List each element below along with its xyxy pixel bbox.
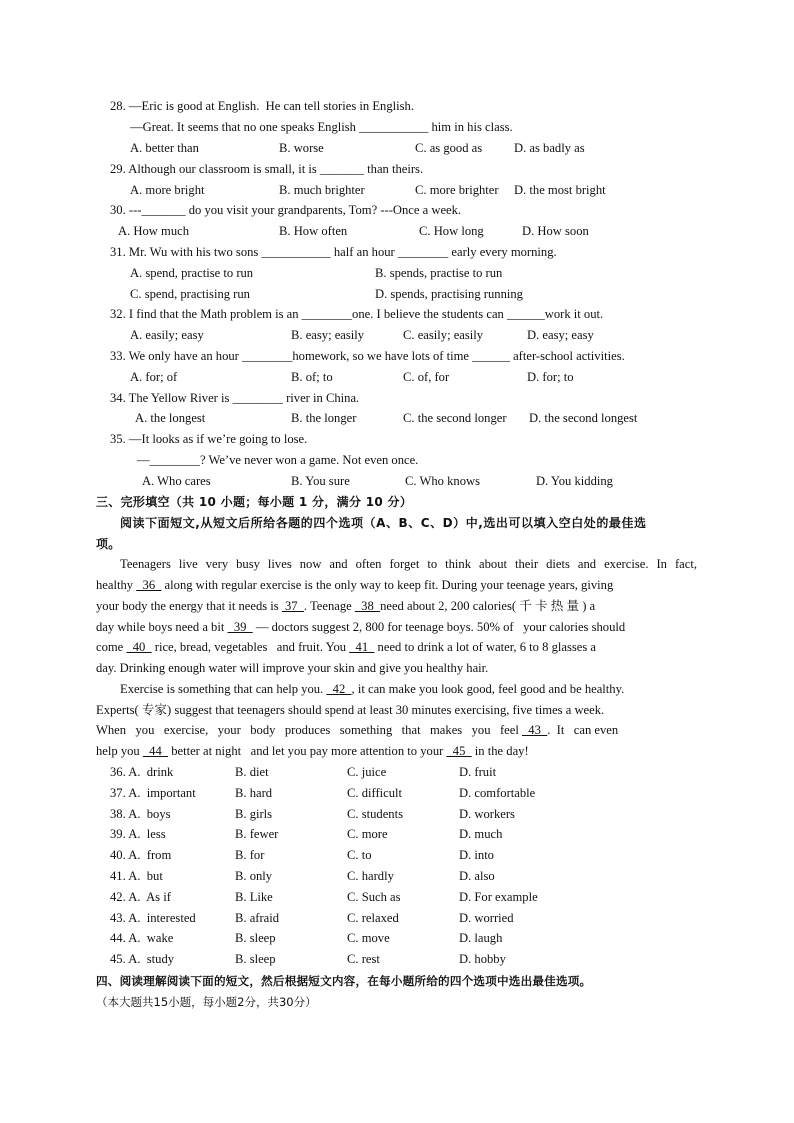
question-stem: Although our classroom is small, it is _______ than theirs. <box>128 162 424 176</box>
option-b: B. You sure <box>291 474 350 488</box>
cloze-number: 41. <box>110 869 126 883</box>
option-a: A. important <box>128 785 196 800</box>
question-number: 29. <box>110 162 126 176</box>
cloze-row-42 <box>110 889 171 905</box>
option-a: A. drink <box>128 765 174 779</box>
option-c: C. to <box>347 848 372 863</box>
blank-40: 40 <box>126 640 152 654</box>
question-29 <box>110 161 423 177</box>
option-a: A. spend, practise to run <box>130 266 254 280</box>
question-33 <box>110 348 625 364</box>
cloze-row-44 <box>110 930 173 946</box>
cloze-number: 38. <box>110 806 126 821</box>
passage-line: When you exercise, your body produces something that makes you feel 43 . It can even <box>96 723 619 737</box>
blank-42: 42 <box>326 682 352 696</box>
passage-line: Teenagers live very busy lives now and often forget to think about their diets and exercise. In fact, <box>120 557 697 571</box>
option-b: B. Like <box>235 889 273 904</box>
option-d: D. as badly as <box>514 141 585 155</box>
option-d: D. comfortable <box>459 785 536 800</box>
question-28 <box>110 98 414 114</box>
option-d: D. worried <box>459 910 514 925</box>
question-stem-line: —________? We’ve never won a game. Not even once. <box>137 453 419 467</box>
option-b: B. afraid <box>235 910 280 925</box>
cloze-number: 40. <box>110 848 126 863</box>
option-d: D. for; to <box>527 370 574 384</box>
blank-44: 44 <box>142 744 169 758</box>
passage-line: Experts( 专家) suggest that teenagers should spend at least 30 minutes exercising, five times a week. <box>96 703 605 717</box>
blank-41: 41 <box>349 640 375 654</box>
section-3-instruction-end: 项。 <box>96 537 121 551</box>
option-a: A. the longest <box>135 411 206 425</box>
option-b: B. hard <box>235 785 273 800</box>
cloze-number: 43. <box>110 910 126 925</box>
option-a: A. wake <box>128 931 174 946</box>
blank-39: 39 <box>227 620 253 634</box>
question-stem: —It looks as if we’re going to lose. <box>128 432 308 446</box>
option-a: A. from <box>128 848 172 863</box>
option-c: C. the second longer <box>403 411 507 425</box>
blank-38: 38 <box>354 599 381 613</box>
cloze-number: 36. <box>110 765 126 779</box>
question-number: 28. <box>110 99 126 113</box>
option-a: A. Who cares <box>142 474 211 488</box>
option-d: D. the most bright <box>514 183 606 197</box>
option-a: A. but <box>128 869 163 883</box>
option-a: A. boys <box>128 806 171 821</box>
section-4-heading: 四、阅读理解阅读下面的短文，然后根据短文内容，在每小题所给的四个选项中选出最佳选项。 <box>96 974 592 988</box>
question-number: 32. <box>110 307 126 321</box>
option-c: C. of, for <box>403 370 450 384</box>
option-c: C. rest <box>347 952 380 967</box>
option-d: D. How soon <box>522 224 589 238</box>
cloze-row-38 <box>110 806 171 822</box>
blank-45: 45 <box>446 744 472 758</box>
option-b: B. spends, practise to run <box>375 266 503 280</box>
cloze-number: 44. <box>110 931 126 946</box>
option-b: B. girls <box>235 806 273 821</box>
cloze-number: 37. <box>110 785 126 800</box>
option-b: B. only <box>235 869 273 883</box>
question-stem: ---_______ do you visit your grandparents, Tom? ---Once a week. <box>128 203 462 217</box>
option-c: C. more <box>347 827 388 842</box>
option-a: A. less <box>128 827 166 842</box>
passage-line: come 40 rice, bread, vegetables and fruit. You 41 need to drink a lot of water, 6 to 8 glasses a <box>96 640 596 654</box>
question-stem: We only have an hour ________homework, so we have lots of time ______ after-school activities. <box>128 349 625 363</box>
option-a: A. study <box>128 952 175 967</box>
option-c: C. students <box>347 806 403 821</box>
passage-line: healthy 36 along with regular exercise is the only way to keep fit. During your teenage years, giving <box>96 578 614 592</box>
cloze-number: 42. <box>110 889 126 904</box>
option-d: D. also <box>459 869 495 883</box>
question-stem: I find that the Math problem is an ________one. I believe the students can ______work it out. <box>128 307 604 321</box>
option-c: C. Such as <box>347 889 401 904</box>
option-c: C. as good as <box>415 141 483 155</box>
cloze-row-41 <box>110 868 163 884</box>
section-3-instruction: 阅读下面短文,从短文后所给各题的四个选项（A、B、C、D）中,选出可以填入空白处的最佳选 <box>120 516 647 530</box>
option-d: D. workers <box>459 806 515 821</box>
option-c: C. relaxed <box>347 910 399 925</box>
question-30 <box>110 202 461 218</box>
option-b: B. of; to <box>291 370 333 384</box>
option-d: D. laugh <box>459 931 503 946</box>
option-b: B. much brighter <box>279 183 365 197</box>
section-3-heading: 三、完形填空（共 10 小题；每小题 1 分，满分 10 分） <box>96 495 413 509</box>
blank-37: 37 <box>281 599 304 613</box>
option-d: D. spends, practising running <box>375 287 523 301</box>
question-31 <box>110 244 557 260</box>
option-c: C. How long <box>419 224 484 238</box>
option-d: D. For example <box>459 889 538 904</box>
passage-line: Exercise is something that can help you. 42 , it can make you look good, feel good and be healthy. <box>120 682 625 696</box>
question-number: 30. <box>110 203 126 217</box>
question-stem: —Eric is good at English. He can tell stories in English. <box>128 99 414 113</box>
option-c: C. juice <box>347 765 387 779</box>
option-c: C. Who knows <box>405 474 480 488</box>
option-a: A. for; of <box>130 370 178 384</box>
passage-line: help you 44 better at night and let you pay more attention to your 45 in the day! <box>96 744 529 758</box>
option-b: B. fewer <box>235 827 279 842</box>
cloze-row-39 <box>110 826 166 842</box>
option-b: B. sleep <box>235 952 276 967</box>
option-c: C. more brighter <box>415 183 499 197</box>
option-b: B. the longer <box>291 411 357 425</box>
cloze-number: 39. <box>110 827 126 842</box>
option-c: C. spend, practising run <box>130 287 250 301</box>
option-a: A. better than <box>130 141 199 155</box>
question-34 <box>110 390 359 406</box>
option-c: C. hardly <box>347 869 394 883</box>
option-b: B. worse <box>279 141 324 155</box>
cloze-number: 45. <box>110 952 126 967</box>
option-a: A. easily; easy <box>130 328 204 342</box>
option-c: C. easily; easily <box>403 328 484 342</box>
option-b: B. How often <box>279 224 348 238</box>
blank-36: 36 <box>136 578 162 592</box>
question-stem-line: —Great. It seems that no one speaks English ___________ him in his class. <box>130 120 513 134</box>
option-c: C. difficult <box>347 785 403 800</box>
option-d: D. easy; easy <box>527 328 594 342</box>
option-d: D. into <box>459 848 494 863</box>
option-a: A. interested <box>128 910 196 925</box>
blank-43: 43 <box>522 723 548 737</box>
question-stem: Mr. Wu with his two sons ___________ half an hour ________ early every morning. <box>128 245 557 259</box>
option-d: D. hobby <box>459 952 506 967</box>
option-c: C. move <box>347 931 390 946</box>
option-d: D. fruit <box>459 765 497 779</box>
option-d: D. You kidding <box>536 474 613 488</box>
option-a: A. more bright <box>130 183 205 197</box>
question-number: 33. <box>110 349 126 363</box>
section-4-note: （本大题共15小题，每小题2分，共30分） <box>96 995 317 1009</box>
question-32 <box>110 306 603 322</box>
question-stem: The Yellow River is ________ river in China. <box>128 391 360 405</box>
cloze-row-40 <box>110 847 171 863</box>
cloze-row-37 <box>110 785 196 801</box>
option-b: B. diet <box>235 765 269 779</box>
option-a: A. As if <box>128 889 171 904</box>
option-b: B. for <box>235 848 265 863</box>
option-a: A. How much <box>118 224 190 238</box>
option-b: B. easy; easily <box>291 328 365 342</box>
passage-line: day. Drinking enough water will improve your skin and give you healthy hair. <box>96 661 489 675</box>
question-number: 31. <box>110 245 126 259</box>
question-number: 35. <box>110 432 126 446</box>
cloze-row-45 <box>110 951 174 967</box>
question-35 <box>110 431 307 447</box>
cloze-row-36 <box>110 764 173 780</box>
passage-line: your body the energy that it needs is 37 . Teenage 38 need about 2, 200 calories( 千 卡 热 量 ) a <box>96 599 596 613</box>
question-number: 34. <box>110 391 126 405</box>
option-d: D. the second longest <box>529 411 638 425</box>
option-d: D. much <box>459 827 503 842</box>
passage-line: day while boys need a bit 39 — doctors suggest 2, 800 for teenage boys. 50% of your calories should <box>96 620 626 634</box>
option-b: B. sleep <box>235 931 276 946</box>
cloze-row-43 <box>110 910 196 926</box>
